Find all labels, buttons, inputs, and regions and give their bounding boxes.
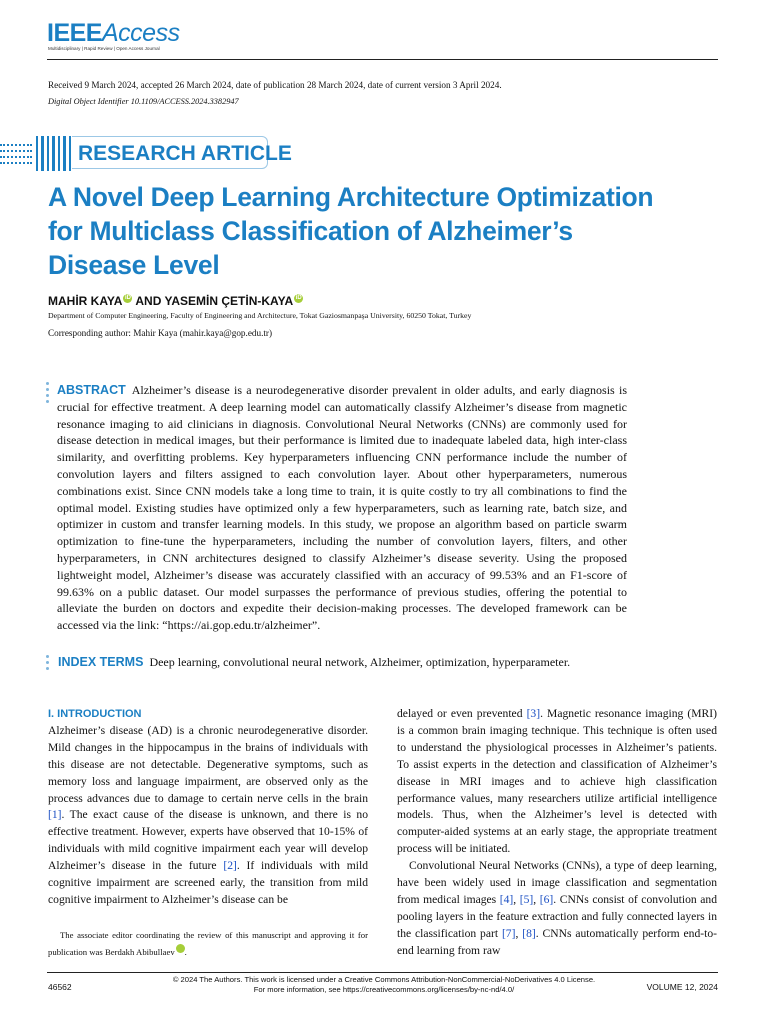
corresponding-author: Corresponding author: Mahir Kaya (mahir.kaya@gop.edu.tr) — [48, 328, 273, 338]
section-heading: I. INTRODUCTION — [48, 708, 142, 720]
volume-label: VOLUME 12, 2024 — [646, 982, 718, 992]
editor-footnote: The associate editor coordinating the review of this manuscript and approving it for publication was Berdakh Abibullaev iD. — [48, 930, 368, 957]
author-list — [48, 294, 303, 308]
header-divider — [47, 59, 718, 60]
doi-line: Digital Object Identifier 10.1109/ACCESS.2024.3382947 — [48, 97, 239, 106]
paper-title: A Novel Deep Learning Architecture Optimization for Multiclass Classification of Alzheimer’s Disease Level — [48, 182, 654, 280]
citation-link[interactable]: [6] — [539, 892, 554, 906]
citation-link[interactable]: [7] — [501, 926, 516, 940]
author-separator: AND — [132, 294, 165, 308]
body-column-left — [48, 706, 368, 909]
paragraph: Convolutional Neural Networks (CNNs), a type of deep learning, have been widely used in image classification and segmentation from medical images [4], [5], [6]. CNNs consist of convolution and pooling layers in the feature extraction and fully connected layers in the classification part [7], [8]. CNNs automatically perform end-to-end learning from raw — [397, 859, 718, 957]
index-terms-label: INDEX TERMS — [58, 655, 144, 669]
journal-logo: IEEEAccess — [47, 19, 180, 47]
citation-link[interactable]: [1] — [48, 808, 62, 822]
citation-link[interactable]: [8] — [522, 926, 536, 940]
index-terms-marker-icon — [46, 655, 50, 673]
journal-tagline: Multidisciplinary | Rapid Review | Open Access Journal — [48, 46, 160, 51]
author-name: YASEMİN ÇETİN-KAYA — [164, 294, 294, 308]
license-link[interactable]: For more information, see https://creativecommons.org/licenses/by-nc-nd/4.0/ — [253, 985, 515, 994]
index-terms — [58, 655, 570, 670]
abstract-label: ABSTRACT — [57, 383, 126, 397]
index-terms-text: Deep learning, convolutional neural network, Alzheimer, optimization, hyperparameter. — [149, 655, 571, 669]
paragraph: delayed or even prevented [3]. Magnetic resonance imaging (MRI) is a common brain imaging technique. This technique is often used to understand the physiological processes in Alzheimer’s patients. To assist experts in the detection and classification of Alzheimer’s disease in MRI images and to achieve high classification performance values, many researchers utilize artificial intelligence models. Thus, when the Alzheimer’s level is detected with computer-aided systems at an early stage, the appropriate treatment process will be initiated. — [397, 707, 717, 856]
citation-link[interactable]: [2] — [223, 859, 237, 873]
author-name: MAHİR KAYA — [48, 294, 123, 308]
article-type-label: RESEARCH ARTICLE — [72, 136, 268, 169]
abstract-text: Alzheimer’s disease is a neurodegenerative disorder prevalent in older adults, and early diagnosis is crucial for effective treatment. A deep learning model can automatically classify Alzheimer’s disease from magnetic resonance imaging to aid clinicians in diagnosis. Convolutional Neural Networks (CNNs) are commonly used for disease detection in medical images, but their performance is limited due to inadequate labeled data, high inter-class similarity, and overfitting problems. Key hyperparameters influencing CNN performance include the number of convolution layers and filters assigned to each convolution layer. About other hyperparameters, numerous combinations exist. Since CNN models take a long time to train, it is quite costly to try all combinations to find the optimal model. Existing studies have optimized only a few hyperparameters, such as learning rate, batch size, and optimizer in custom and transfer learning models. In this study, we propose an algorithm based on particle swarm optimization to fine-tune the hyperparameters, including the number of convolution layers, filters, and other hyperparameters, in CNN architectures designed to classify Alzheimer’s disease severity. Using the proposed lightweight model, Alzheimer’s disease was accurately classified with an accuracy of 99.53% and an F1-score of 99.63% on a public dataset. Our model surpasses the performance of previous studies, offering the potential to alleviate the burden on doctors and expedite their decision-making processes. The developed framework can be accessed via the link: “https://ai.gop.edu.tr/alzheimer”. — [57, 383, 627, 633]
paragraph: Alzheimer’s disease (AD) is a chronic neurodegenerative disorder. Mild changes in the hippocampus in the brains of individuals with this disease are not detectable. Degenerative symptoms, such as memory loss and language impairment, are observed only as the process advances due to damage to certain nerve cells in the brain [1]. The exact cause of the disease is unknown, and there is no effective treatment. However, experts have observed that 10-15% of individuals with mild cognitive impairment each year will develop Alzheimer’s disease in the future [2]. If individuals with mild cognitive impairment are screened early, the transition from mild cognitive impairment to Alzheimer’s disease can be — [48, 723, 368, 906]
affiliation: Department of Computer Engineering, Faculty of Engineering and Architecture, Tokat Gaziosmanpaşa University, 60250 Tokat, Turkey — [48, 311, 472, 320]
citation-link[interactable]: [3] — [526, 707, 541, 720]
footer-divider — [47, 972, 718, 973]
license-line: © 2024 The Authors. This work is licensed under a Creative Commons Attribution-NonCommercial-NoDerivatives 4.0 License. — [172, 975, 596, 984]
orcid-icon[interactable]: iD — [176, 944, 185, 953]
abstract — [57, 382, 627, 634]
citation-link[interactable]: [5] — [519, 892, 534, 906]
page-number: 46562 — [48, 982, 72, 992]
article-type-band-icon — [0, 136, 72, 171]
received-dates: Received 9 March 2024, accepted 26 March 2024, date of publication 28 March 2024, date of current version 3 April 2024. — [48, 80, 502, 90]
abstract-marker-icon — [46, 382, 50, 406]
orcid-icon[interactable]: iD — [124, 295, 131, 301]
orcid-icon[interactable]: iD — [295, 295, 302, 301]
body-column-right — [397, 706, 717, 960]
citation-link[interactable]: [4] — [499, 892, 514, 906]
